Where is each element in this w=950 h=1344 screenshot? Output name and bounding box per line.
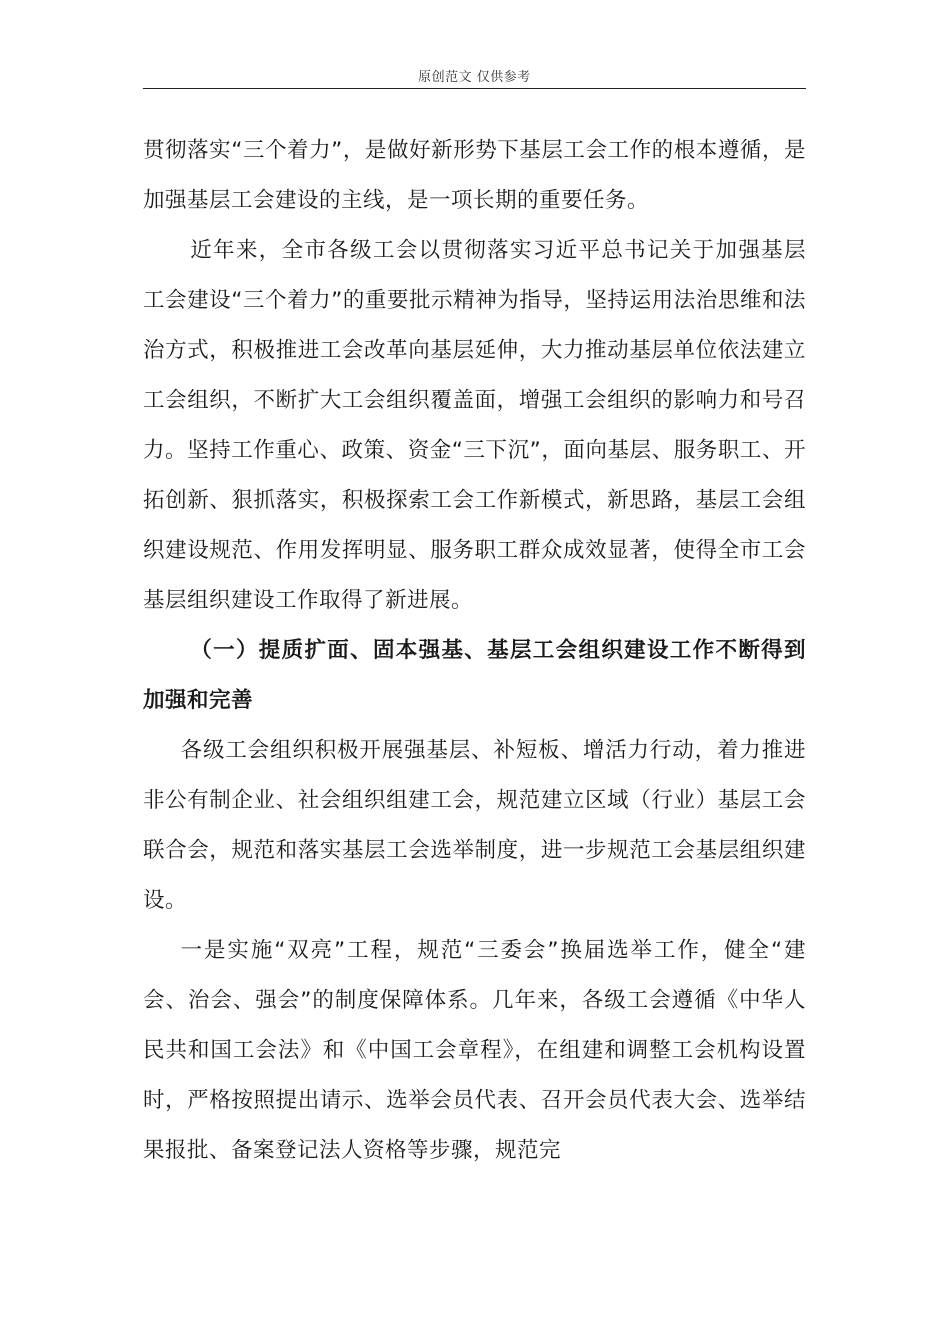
section-heading-1: （一）提质扩面、固本强基、基层工会组织建设工作不断得到加强和完善 — [143, 638, 806, 713]
paragraph-grassroots-actions: 各级工会组织积极开展强基层、补短板、增活力行动，着力推进非公有制企业、社会组织组建工会，规范建立区域（行业）基层工会联合会，规范和落实基层工会选举制度，进一步规范工会基层组织建设。 — [143, 738, 806, 913]
document-body — [143, 126, 806, 1176]
page-header — [143, 66, 806, 89]
paragraph-recent-years: 近年来，全市各级工会以贯彻落实习近平总书记关于加强基层工会建设“三个着力”的重要批示精神为指导，坚持运用法治思维和法治方式，积极推进工会改革向基层延伸，大力推动基层单位依法建立工会组织，不断扩大工会组织覆盖面，增强工会组织的影响力和号召力。坚持工作重心、政策、资金“三下沉”，面向基层、服务职工、开拓创新、狠抓落实，积极探索工会工作新模式，新思路，基层工会组织建设规范、作用发挥明显、服务职工群众成效显著，使得全市工会基层组织建设工作取得了新进展。 — [143, 238, 806, 613]
header-text: 原创范文 仅供参考 — [418, 70, 531, 85]
paragraph-intro: 贯彻落实“三个着力”，是做好新形势下基层工会工作的根本遵循，是加强基层工会建设的主线，是一项长期的重要任务。 — [143, 138, 806, 213]
paragraph-point-one: 一是实施“双亮”工程，规范“三委会”换届选举工作，健全“建会、治会、强会”的制度保障体系。几年来，各级工会遵循《中华人民共和国工会法》和《中国工会章程》，在组建和调整工会机构设置时，严格按照提出请示、选举会员代表、召开会员代表大会、选举结果报批、备案登记法人资格等步骤，规范完 — [143, 938, 806, 1163]
